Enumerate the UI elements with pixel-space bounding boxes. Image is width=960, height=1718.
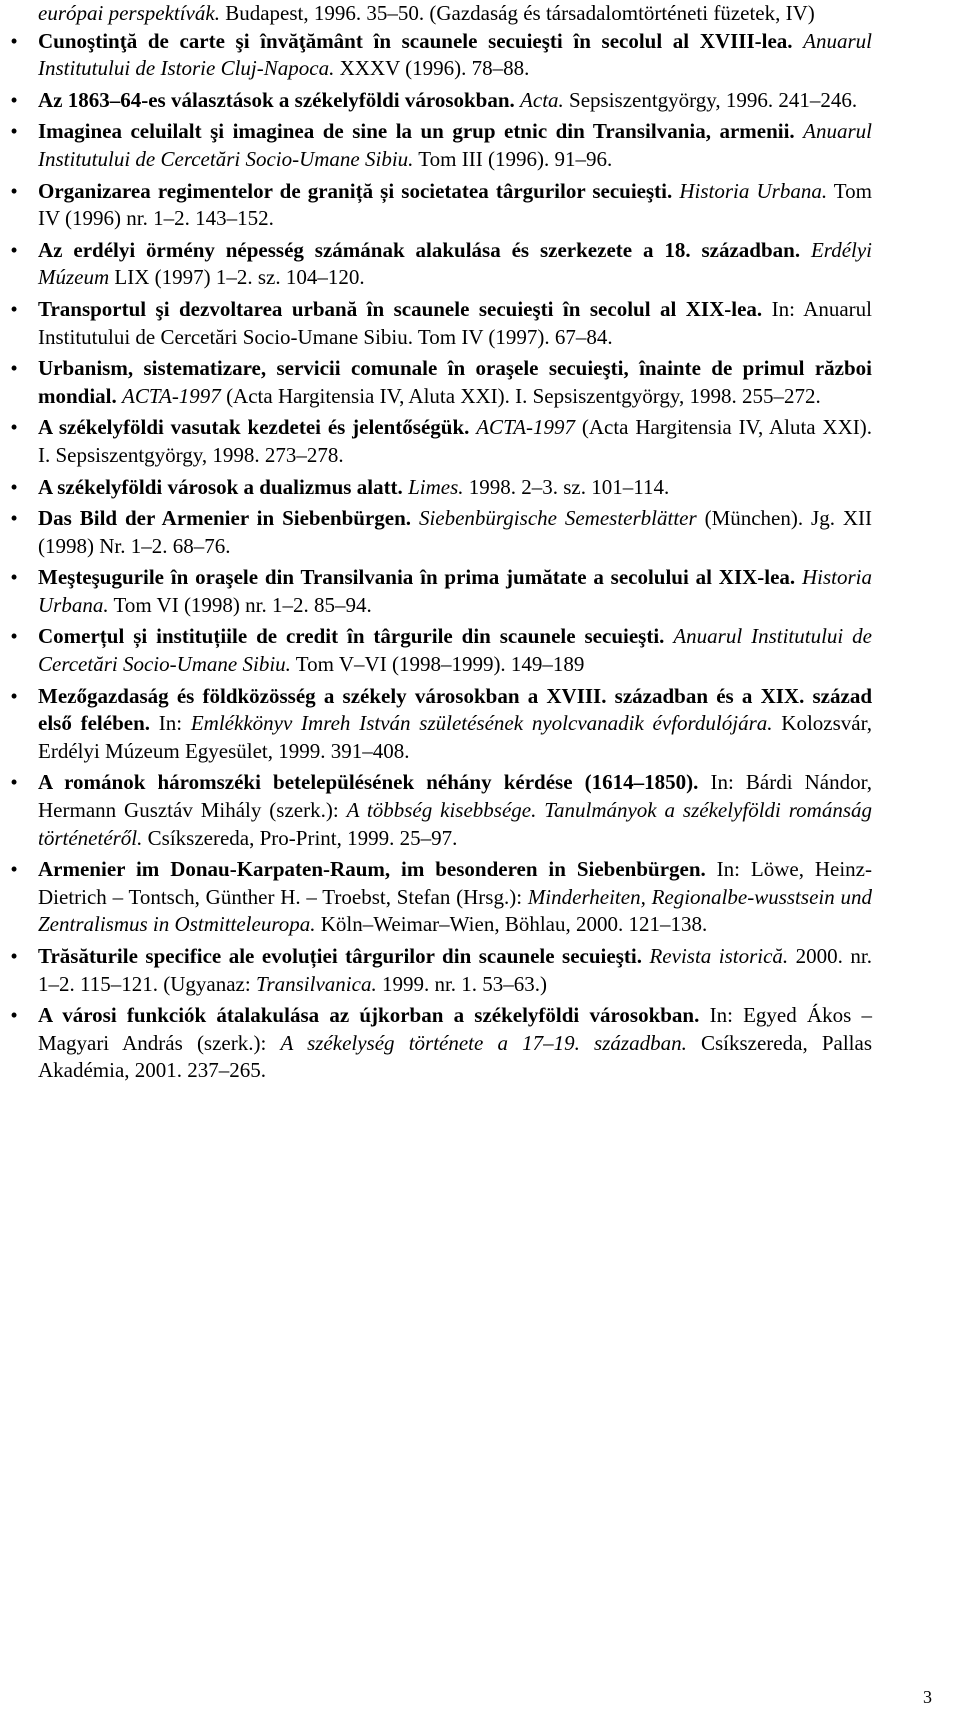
bullet-icon: •: [10, 683, 18, 708]
entry-text-plain: (München). Jg. XII (1998) Nr. 1–2. 68–76.: [38, 506, 873, 558]
entry-text: [38, 414, 872, 469]
entry-source-italic: Minderheiten, Regionalbe-wusstsein und Zentralismus in Ostmitteleuropa.: [38, 884, 872, 937]
bullet-icon: •: [10, 87, 18, 112]
entry-source-italic: Historia Urbana.: [38, 565, 873, 617]
entry-text-plain: XXXV (1996). 78–88.: [334, 56, 530, 81]
bibliography-entry: [10, 118, 873, 173]
entry-text: [38, 28, 872, 83]
bibliography-entry: [10, 87, 872, 115]
bullet-icon: •: [10, 506, 18, 531]
bullet-icon: •: [10, 178, 18, 203]
bibliography-entry: [10, 564, 873, 619]
bullet-icon: •: [10, 624, 18, 649]
entry-text-plain: In: Anuarul Institutului de Cercetări Socio-Umane Sibiu. Tom IV (1997). 67–84.: [38, 296, 873, 349]
entry-text: [38, 355, 872, 410]
continued-entry: [38, 0, 872, 28]
entry-text-plain: Csíkszereda, Pallas Akadémia, 2001. 237–265.: [38, 1030, 873, 1083]
bibliography-entry: [10, 769, 873, 852]
entry-text: [38, 564, 872, 619]
entry-text-plain: (Acta Hargitensia IV, Aluta XXI). I. Sepsiszentgyörgy, 1998. 255–272.: [220, 383, 821, 408]
entry-title: Organizarea regimentelor de graniță și societatea târgurilor secuieşti.: [38, 178, 673, 203]
entry-text-plain: 2000. nr. 1–2. 115–121. (Ugyanaz:: [38, 944, 872, 996]
entry-text-plain: [793, 29, 804, 53]
entry-text-plain: [664, 624, 673, 648]
entry-text: [38, 856, 872, 939]
entry-text-plain: Tom V–VI (1998–1999). 149–189: [290, 652, 585, 677]
bibliography-entry: [10, 856, 872, 939]
bibliography-entry: [10, 683, 872, 766]
entry-title: A székelyföldi vasutak kezdetei és jelentőségük.: [38, 415, 470, 440]
entry-text-plain: [800, 238, 811, 262]
bibliography-entry: [10, 943, 872, 998]
continued-entry-italic: európai perspektívák.: [38, 1, 220, 25]
entry-title: Az erdélyi örmény népesség számának alakulása és szerkezete a 18. században.: [38, 237, 801, 262]
entry-source-italic: Emlékkönyv Imreh István születésének nyolcvanadik évfordulójára.: [190, 711, 773, 736]
entry-title: Comerțul și instituțiile de credit în târgurile din scaunele secuieşti.: [38, 624, 665, 649]
entry-text-plain: In:: [150, 711, 191, 736]
entry-text-plain: Tom IV (1996) nr. 1–2. 143–152.: [38, 178, 872, 231]
entry-text: [38, 943, 872, 998]
entry-text: [38, 87, 872, 115]
entry-title: Transportul şi dezvoltarea urbană în scaunele secuieşti în secolul al XIX-lea.: [38, 296, 763, 321]
entry-text-plain: Tom III (1996). 91–96.: [413, 146, 613, 171]
entry-title: A románok háromszéki betelepülésének néhány kérdése (1614–1850).: [38, 770, 699, 795]
bullet-icon: •: [10, 237, 18, 262]
bullet-icon: •: [10, 770, 18, 795]
entry-source-italic: Transilvanica.: [255, 971, 377, 996]
bullet-icon: •: [10, 944, 18, 968]
bibliography-entry: [10, 237, 872, 292]
entry-source-italic: ACTA-1997: [122, 383, 221, 408]
entry-source-italic: Limes.: [408, 474, 464, 499]
bullet-icon: •: [10, 1003, 18, 1028]
entry-text-plain: LIX (1997) 1–2. sz. 104–120.: [109, 265, 365, 290]
entry-source-italic: A székelység története a 17–19. században.: [280, 1030, 687, 1055]
entry-text-plain: 1999. nr. 1. 53–63.): [376, 971, 548, 996]
entry-title: Az 1863–64-es választások a székelyföldi városokban.: [38, 87, 515, 112]
bullet-icon: •: [10, 857, 18, 882]
entry-source-italic: Erdélyi Múzeum: [38, 237, 872, 290]
bibliography-entry: [10, 505, 873, 560]
entry-text-plain: [411, 506, 419, 530]
bullet-icon: •: [10, 296, 18, 321]
entry-text-plain: Tom VI (1998) nr. 1–2. 85–94.: [108, 592, 372, 617]
entry-text: [38, 178, 872, 233]
entry-source-italic: A többség kisebbsége. Tanulmányok a székelyföldi románság történetéről.: [38, 798, 872, 850]
entry-source-italic: Revista istorică.: [649, 944, 789, 968]
entry-source-italic: Anuarul Institutului de Cercetări Socio-Umane Sibiu.: [38, 119, 873, 171]
entry-text: [38, 683, 872, 766]
entry-text-plain: Köln–Weimar–Wien, Böhlau, 2000. 121–138.: [315, 912, 708, 937]
entry-title: Armenier im Donau-Karpaten-Raum, im besonderen in Siebenbürgen.: [38, 857, 706, 882]
entry-title: Urbanism, sistematizare, servicii comunale în oraşele secuieşti, înainte de primul război mondial.: [38, 356, 872, 408]
bibliography-list: [10, 28, 873, 1085]
bibliography-entry: [10, 474, 872, 502]
entry-title: Cunoştinţă de carte şi învăţământ în scaunele secuieşti în secolul al XVIII-lea.: [38, 28, 793, 53]
entry-title: Imaginea celuilalt şi imaginea de sine la un grup etnic din Transilvania, armenii.: [38, 119, 795, 144]
page-number: 3: [923, 1687, 932, 1707]
bullet-icon: •: [10, 356, 18, 381]
entry-title: Das Bild der Armenier in Siebenbürgen.: [38, 506, 412, 531]
entry-text: [38, 474, 872, 502]
entry-title: Meşteşugurile în oraşele din Transilvania în prima jumătate a secolului al XIX-lea.: [38, 565, 796, 590]
entry-source-italic: Historia Urbana.: [679, 178, 828, 203]
bibliography-entry: [10, 1002, 873, 1085]
entry-title: Mezőgazdaság és földközösség a székely városokban a XVIII. században és a XIX. század első felében.: [38, 683, 872, 736]
entry-text: [38, 118, 872, 173]
bibliography-entry: [10, 355, 872, 410]
entry-text-plain: (Acta Hargitensia IV, Aluta XXI). I. Sepsiszentgyörgy, 1998. 273–278.: [38, 415, 872, 467]
entry-text: [38, 505, 872, 560]
entry-source-italic: Anuarul Institutului de Istorie Cluj-Napoca.: [38, 28, 873, 81]
bibliography-entry: [10, 414, 872, 469]
bibliography-entry: [10, 28, 873, 83]
entry-title: Trăsăturile specifice ale evoluției târgurilor din scaunele secuieşti.: [38, 944, 642, 968]
entry-text-plain: [795, 119, 803, 143]
entry-text-plain: In: Egyed Ákos – Magyari András (szerk.):: [38, 1003, 872, 1055]
bibliography-entry: [10, 296, 873, 351]
entry-source-italic: Siebenbürgische Semesterblätter: [418, 506, 697, 531]
continued-entry-text: Budapest, 1996. 35–50. (Gazdaság és társadalomtörténeti füzetek, IV): [219, 1, 815, 25]
entry-text: [38, 296, 872, 351]
entry-text: [38, 1002, 872, 1085]
bullet-icon: •: [10, 119, 18, 144]
entry-title: A városi funkciók átalakulása az újkorban a székelyföldi városokban.: [38, 1003, 700, 1028]
entry-text-plain: Sepsiszentgyörgy, 1996. 241–246.: [563, 87, 858, 112]
bullet-icon: •: [10, 415, 18, 440]
entry-text-plain: In: Löwe, Heinz-Dietrich – Tontsch, Günther H. – Troebst, Stefan (Hrsg.):: [38, 857, 872, 909]
entry-text-plain: [795, 565, 802, 589]
bullet-icon: •: [10, 565, 18, 590]
entry-text: [38, 769, 872, 852]
entry-text-plain: 1998. 2–3. sz. 101–114.: [463, 474, 670, 499]
entry-text-plain: Csíkszereda, Pro-Print, 1999. 25–97.: [142, 825, 458, 850]
bullet-icon: •: [10, 474, 18, 499]
entry-source-italic: ACTA-1997: [476, 415, 576, 440]
bibliography-entry: [10, 178, 872, 233]
bibliography-page: [10, 0, 873, 1089]
entry-text-plain: In: Bárdi Nándor, Hermann Gusztáv Mihály (szerk.):: [38, 770, 873, 823]
entry-source-italic: Acta.: [520, 87, 564, 112]
entry-text: [38, 237, 872, 292]
entry-text: [38, 623, 872, 678]
bibliography-entry: [10, 623, 872, 678]
entry-title: A székelyföldi városok a dualizmus alatt.: [38, 474, 403, 499]
entry-source-italic: Anuarul Institutului de Cercetări Socio-Umane Sibiu.: [38, 624, 872, 677]
bullet-icon: •: [10, 28, 18, 53]
entry-text-plain: Kolozsvár, Erdélyi Múzeum Egyesület, 1999. 391–408.: [38, 711, 872, 763]
